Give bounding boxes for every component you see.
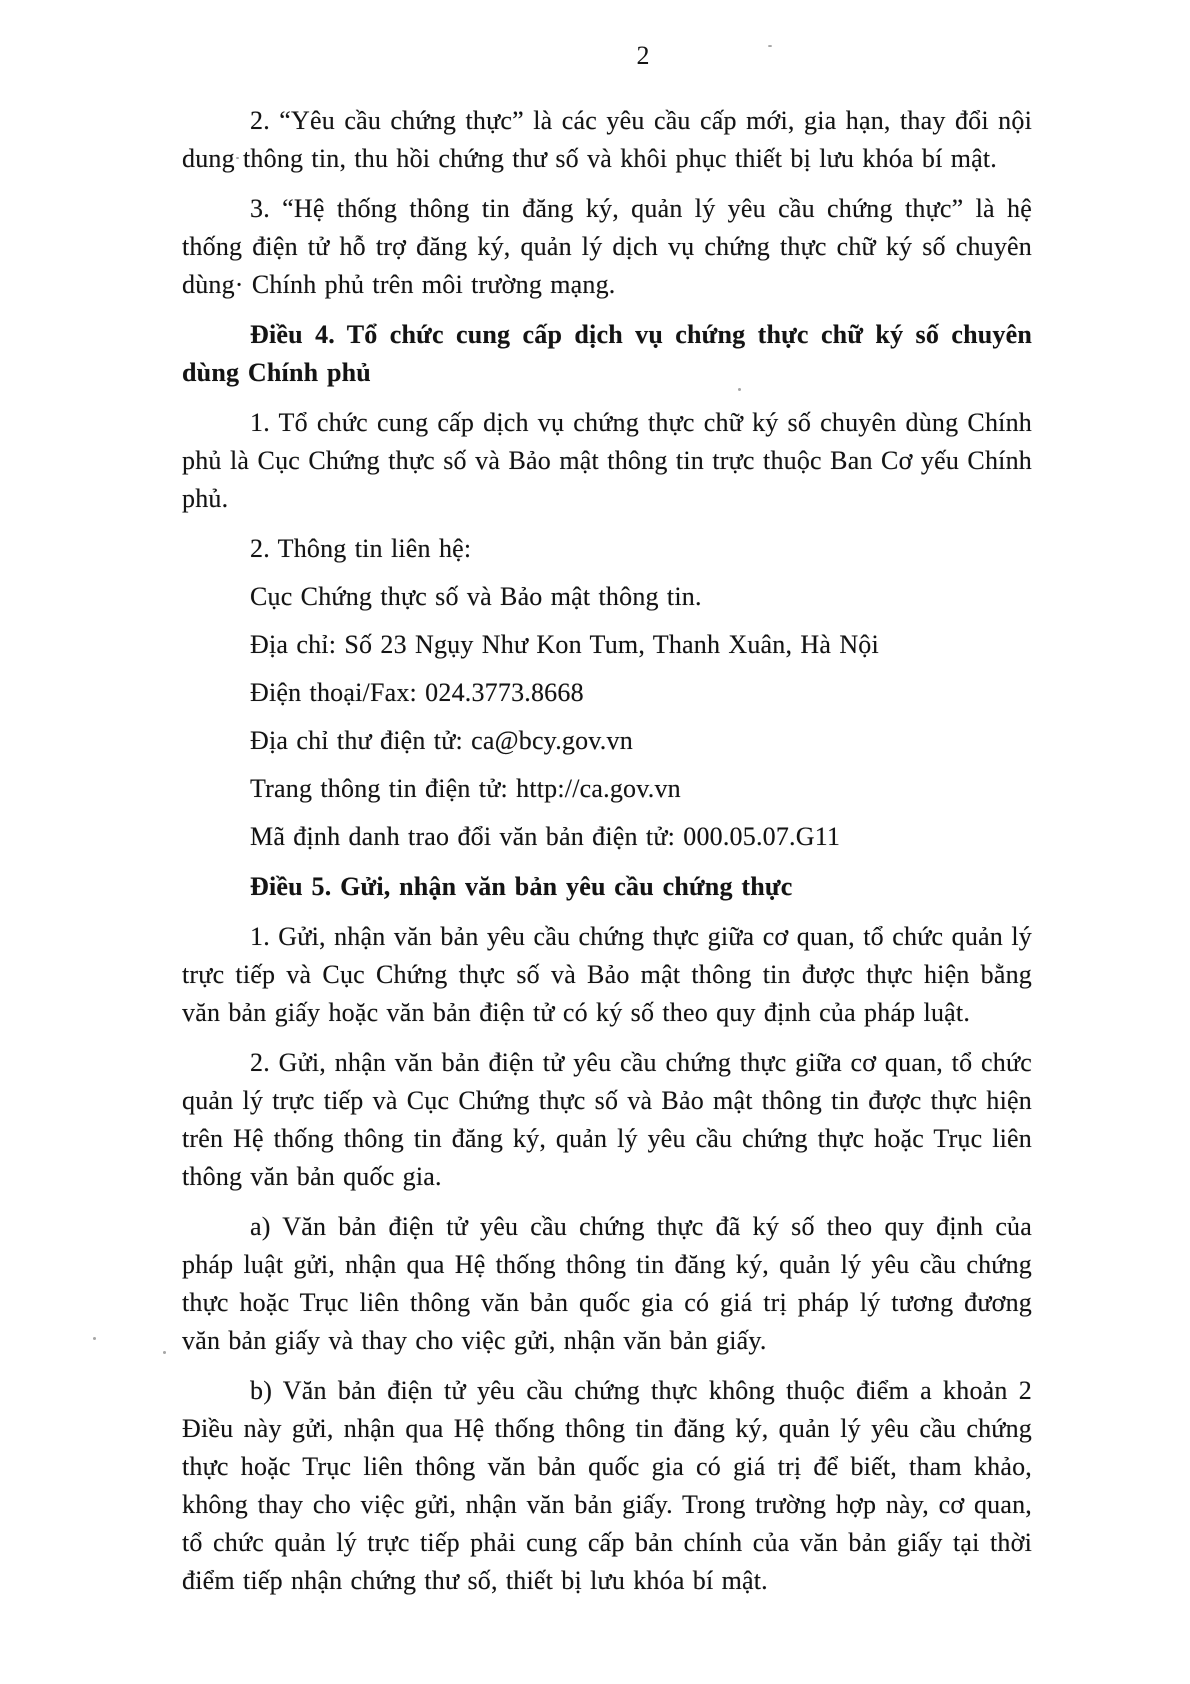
paragraph: 2. “Yêu cầu chứng thực” là các yêu cầu cấp mới, gia hạn, thay đổi nội dung thông tin, thu hồi chứng thư số và khôi phục thiết bị lưu khóa bí mật.	[182, 106, 1032, 173]
paragraph: a) Văn bản điện tử yêu cầu chứng thực đã ký số theo quy định của pháp luật gửi, nhận qua Hệ thống thông tin đăng ký, quản lý yêu cầu chứng thực hoặc Trục liên thông văn bản quốc gia có giá trị pháp lý tương đương văn bản giấy và thay cho việc gửi, nhận văn bản giấy.	[182, 1212, 1032, 1355]
paragraph: 2. Gửi, nhận văn bản điện tử yêu cầu chứng thực giữa cơ quan, tổ chức quản lý trực tiếp và Cục Chứng thực số và Bảo mật thông tin được thực hiện trên Hệ thống thông tin đăng ký, quản lý yêu cầu chứng thực hoặc Trục liên thông văn bản quốc gia.	[182, 1048, 1032, 1191]
section-heading: Điều 5. Gửi, nhận văn bản yêu cầu chứng thực	[250, 872, 793, 901]
paragraph: 2. Thông tin liên hệ:	[250, 534, 472, 563]
paragraph: 1. Tổ chức cung cấp dịch vụ chứng thực chữ ký số chuyên dùng Chính phủ là Cục Chứng thực số và Bảo mật thông tin trực thuộc Ban Cơ yếu Chính phủ.	[182, 408, 1032, 513]
scan-artifact-dot	[93, 1337, 96, 1340]
document-body	[182, 102, 1032, 1600]
paragraph: Trang thông tin điện tử: http://ca.gov.vn	[250, 774, 681, 803]
paragraph: Mã định danh trao đổi văn bản điện tử: 000.05.07.G11	[250, 822, 841, 851]
paragraph: Điện thoại/Fax: 024.3773.8668	[250, 678, 584, 707]
page-number: 2	[636, 41, 650, 70]
scan-artifact-dot	[163, 1351, 166, 1354]
scan-artifact-dot	[768, 45, 772, 47]
paragraph: Cục Chứng thực số và Bảo mật thông tin.	[250, 582, 702, 611]
paragraph: Địa chỉ thư điện tử: ca@bcy.gov.vn	[250, 726, 633, 755]
section-heading: Điều 4. Tổ chức cung cấp dịch vụ chứng thực chữ ký số chuyên dùng Chính phủ	[182, 320, 1032, 387]
paragraph: b) Văn bản điện tử yêu cầu chứng thực không thuộc điểm a khoản 2 Điều này gửi, nhận qua Hệ thống thông tin đăng ký, quản lý yêu cầu chứng thực hoặc Trục liên thông văn bản quốc gia có giá trị để biết, tham khảo, không thay cho việc gửi, nhận văn bản giấy. Trong trường hợp này, cơ quan, tổ chức quản lý trực tiếp phải cung cấp bản chính của văn bản giấy tại thời điểm tiếp nhận chứng thư số, thiết bị lưu khóa bí mật.	[182, 1376, 1032, 1595]
scan-artifact-dot	[236, 157, 239, 159]
paragraph: 3. “Hệ thống thông tin đăng ký, quản lý yêu cầu chứng thực” là hệ thống điện tử hỗ trợ đăng ký, quản lý dịch vụ chứng thực chữ ký số chuyên dùng· Chính phủ trên môi trường mạng.	[182, 194, 1032, 299]
paragraph: 1. Gửi, nhận văn bản yêu cầu chứng thực giữa cơ quan, tổ chức quản lý trực tiếp và Cục Chứng thực số và Bảo mật thông tin được thực hiện bằng văn bản giấy hoặc văn bản điện tử có ký số theo quy định của pháp luật.	[182, 922, 1032, 1027]
paragraph: Địa chỉ: Số 23 Ngụy Như Kon Tum, Thanh Xuân, Hà Nội	[250, 630, 879, 659]
scan-artifact-dot	[738, 388, 741, 391]
